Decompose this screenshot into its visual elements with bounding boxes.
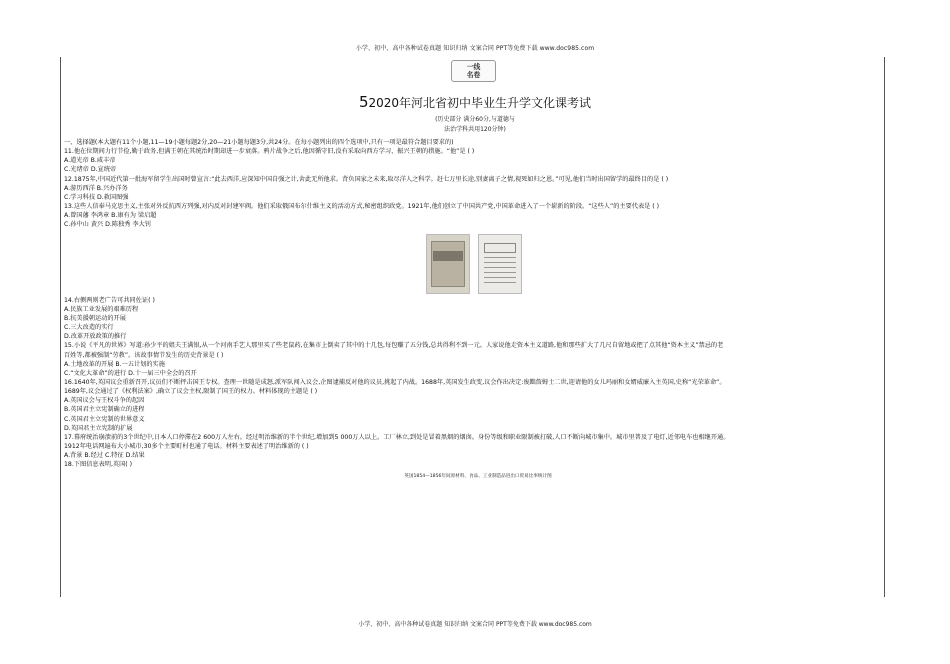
text-line: C.学习科技 D.救国图强 [64, 193, 129, 201]
text-line: 18.下图信息表明,英国( ) [64, 461, 133, 469]
text-line: B.英国君主立宪制确立的进程 [64, 406, 145, 414]
brand-logo [451, 60, 496, 82]
text-line: 12.1875年,中国近代第一批海军留学生出国时曾宣言:“此去西洋,应深知中国自强之计,舍此无所他求。背负国家之未来,取尽洋人之科学。赶七万里长途,别妻离子之情,视死如归之恩。”可见,他们当时出国留学的最终目的是 ( ) [64, 175, 669, 183]
text-line: C.孙中山 黄兴 D.陈独秀 李大钊 [64, 221, 151, 229]
text-line: C.英国君主立宪制的世界意义 [64, 415, 145, 423]
exam-title [0, 93, 950, 111]
text-line: 16.1640年,英国议会重新召开,议员们不断抨击国王专权。查理一世随是成怒,派军队闯入议会,企图逮捕反对他的议员,挑起了内战。1688年,英国发生政变,议会作出决定:废黜詹姆士二世,迎请他的女儿玛丽和女婿威廉入主英国,史称“光荣革命”。 [64, 378, 726, 386]
text-line: A.英国议会与王权斗争的起因 [64, 397, 145, 405]
text-line: A.民族工业发展的艰难历程 [64, 305, 139, 313]
text-line: A.道光帝 B.咸丰帝 [64, 157, 116, 165]
text-line: D.英国君主立宪制的扩展 [64, 424, 133, 432]
text-line: 11.他在位期间力行节俭,勤于政务,但满王朝在其统治时期却进一步衰落。鸦片战争之后,他因循守旧,没有采取向西方学习、振兴王朝的措施。“他”是 ( ) [64, 148, 475, 156]
exam-subtitle-2: 法治学科共用120分钟) [444, 126, 506, 133]
text-line: C.光绪帝 D.宣统帝 [64, 166, 117, 174]
text-line: D.改革开放政策的推行 [64, 333, 127, 341]
text-line: A.土地改革的开展 B.一五计划的实施 [64, 360, 165, 368]
question-block-bottom [64, 296, 892, 470]
text-line: B.抗美援朝运动的开展 [64, 314, 126, 322]
text-line: 1689年,议会通过了《权利法案》,确立了议会主权,限制了国王的权力。材料体现的主题是 ( ) [64, 388, 318, 396]
text-line: 15.小说《平凡的世界》写道:孙少平的姐夫王满银,从一个河南手艺人那里买了些老鼠药,在集市上倒卖了其中的十几包,每包赚了五分钱,总共得利不到一元。人家说他走资本主义道路,他和那些扩大了几尺自留地或把了点其他“资本主义”禁忌的老 [64, 342, 724, 350]
logo-line1: 一线 [466, 63, 481, 71]
exam-subtitle-1: (历史部分 满分60分,与道德与 [435, 116, 515, 123]
section-heading: 一、选择题(本大题有11个小题,11—19小题每题2分,20—21小题每题3分,共24分。在每小题列出的四个选项中,只有一项是最符合题目要求的) [64, 139, 454, 146]
text-line: 14.右侧两则老广告可共同佐证( ) [64, 296, 155, 304]
page-footer: 小学、初中、高中各种试卷真题 知识归纳 文案合同 PPT等免费下载 www.doc985.com [358, 621, 592, 628]
text-line: 17.幕府统治崩溃前的3个世纪中,日本人口停滞在2 600万人左右。经过明治维新的半个世纪,增加到5 000万人以上。工厂林立,到处是冒着黑烟的烟囱。身份等级和职业限制被打破,人口不断向城市集中。城市里普及了电灯,近邻电车也相继开通。 [64, 433, 730, 441]
text-line: A.游历西洋 B.兴办洋务 [64, 184, 128, 192]
old-advertisement-image-2 [478, 234, 522, 294]
text-line: 13.这些人信奉马克思主义,主张对外反抗西方列强,对内反对封建军阀。他们采取俄国布尔什维主义的活动方式,秘密组织政党。1921年,他们创立了中国共产党,中国革命进入了一个崭新的阶段。“这些人”的主要代表是 ( ) [64, 203, 660, 211]
figure-caption: 英国1854—1856年间原材料、食品、工业制造品进出口贸易比率统计图 [404, 473, 552, 479]
exam-title-text: 2020年河北省初中毕业生升学文化课考试 [368, 96, 592, 110]
exam-content [64, 138, 892, 481]
left-margin-line [60, 57, 61, 597]
old-advertisement-image-1 [426, 234, 470, 294]
text-line: 百姓等,都被强制“劳教”。该故事情节发生的历史背景是 ( ) [64, 351, 224, 359]
advertisement-figures [64, 230, 892, 296]
page-header: 小学、初中、高中各种试卷真题 知识归纳 文案合同 PPT等免费下载 www.doc985.com [355, 45, 595, 52]
text-line: A.曾国藩 李鸿章 B.康有为 梁启超 [64, 212, 157, 220]
text-line: C.“文化大革命”的进行 D.十一届三中全会的召开 [64, 369, 197, 377]
logo-line2: 名卷 [466, 71, 481, 79]
question-block-top [64, 147, 892, 229]
text-line: A.背景 B.经过 C.特征 D.结果 [64, 452, 145, 460]
exam-number: 5 [358, 93, 369, 111]
text-line: C.三大改造的实行 [64, 324, 114, 332]
text-line: 1912年电话网遍布大小城市,30多个主要町村也通了电话。材料主要表述了明治维新的 ( ) [64, 443, 309, 451]
